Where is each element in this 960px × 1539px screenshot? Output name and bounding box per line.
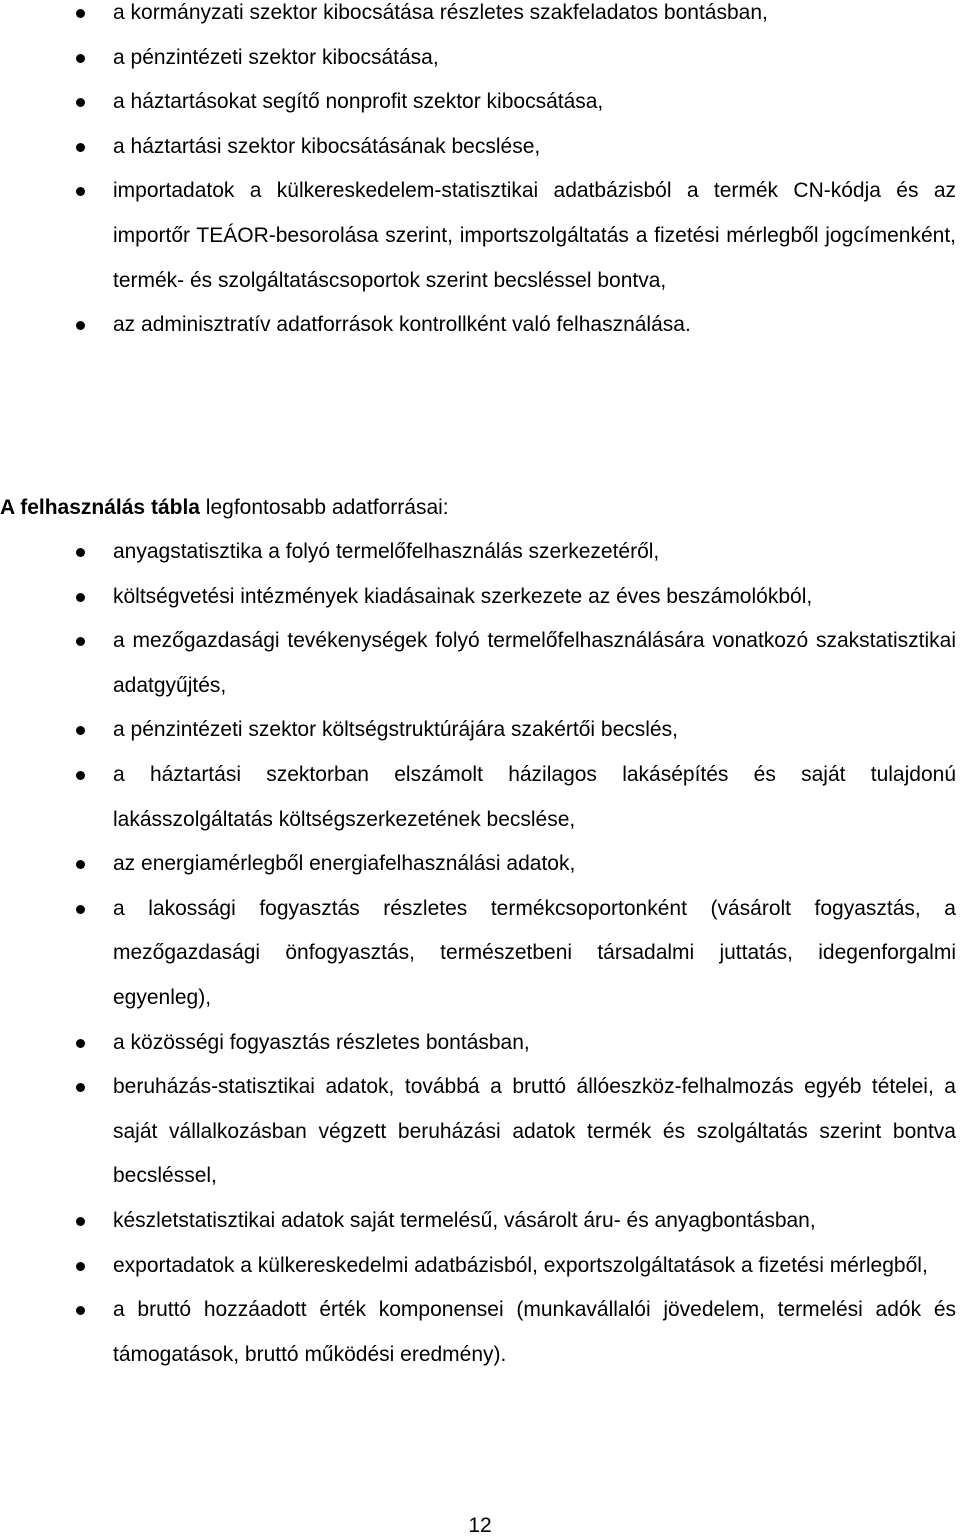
list-item	[0, 887, 960, 1021]
list-item-text: anyagstatisztika a folyó termelőfelhasználás szerkezetéről,	[113, 540, 660, 563]
bullet-list-sources-production	[0, 0, 960, 348]
list-item-text: a közösségi fogyasztás részletes bontásban,	[113, 1030, 530, 1054]
page-number: 12	[468, 1514, 492, 1537]
list-item	[0, 303, 960, 348]
list-item-text: exportadatok a külkereskedelmi adatbázisból, exportszolgáltatások a fizetési mérlegből,	[113, 1253, 928, 1277]
list-item-text: importadatok a külkereskedelem-statisztikai adatbázisból a termék CN-kódja és az importőr TEÁOR-besorolása szerint, importszolgáltatás a fizetési mérlegből jogcímenként, termék- és szolgáltatáscsoportok szerint becsléssel bontva,	[113, 179, 956, 292]
bullet-icon	[76, 905, 85, 914]
list-item	[0, 1021, 960, 1066]
list-item	[0, 125, 960, 170]
list-item-text: a lakossági fogyasztás részletes termékcsoportonként (vásárolt fogyasztás, a mezőgazdasági önfogyasztás, természetbeni társadalmi juttatás, idegenforgalmi egyenleg),	[113, 896, 956, 1009]
heading-rest-text: legfontosabb adatforrásai:	[199, 496, 449, 519]
bullet-icon	[76, 321, 85, 330]
list-item-text: a háztartási szektor kibocsátásának becslése,	[113, 134, 541, 158]
section-heading	[0, 486, 449, 531]
bullet-icon	[76, 637, 85, 646]
list-item	[0, 619, 960, 708]
list-item-text: beruházás-statisztikai adatok, továbbá a bruttó állóeszköz-felhalmozás egyéb tételei, a saját vállalkozásban végzett beruházási adatok termék és szolgáltatás szerint bontva becsléssel,	[113, 1075, 956, 1188]
bullet-icon	[76, 9, 85, 18]
bullet-icon	[76, 771, 85, 780]
bullet-icon	[76, 1306, 85, 1315]
list-item	[0, 1065, 960, 1199]
list-item	[0, 0, 960, 36]
bullet-list-sources-use-table	[0, 530, 960, 1377]
list-item-text: a mezőgazdasági tevékenységek folyó termelőfelhasználására vonatkozó szakstatisztikai adatgyűjtés,	[113, 629, 956, 697]
bullet-icon	[76, 548, 85, 557]
list-item-text: készletstatisztikai adatok saját termelésű, vásárolt áru- és anyagbontásban,	[113, 1208, 816, 1232]
bullet-icon	[76, 98, 85, 107]
list-item	[0, 36, 960, 81]
list-item	[0, 1244, 960, 1289]
list-item-text: költségvetési intézmények kiadásainak szerkezete az éves beszámolókból,	[113, 584, 813, 608]
list-item-text: a pénzintézeti szektor kibocsátása,	[113, 45, 439, 69]
list-item-text: a pénzintézeti szektor költségstruktúrájára szakértői becslés,	[113, 718, 678, 742]
list-item-text: a háztartási szektorban elszámolt házilagos lakásépítés és saját tulajdonú lakásszolgáltatás költségszerkezetének becslése,	[113, 762, 956, 831]
list-item-text: az adminisztratív adatforrások kontrollként való felhasználása.	[113, 313, 691, 337]
list-item	[0, 1288, 960, 1377]
bullet-icon	[76, 860, 85, 869]
bullet-icon	[76, 187, 85, 196]
list-item	[0, 575, 960, 620]
list-item-text: a bruttó hozzáadott érték komponensei (munkavállalói jövedelem, termelési adók és támogatások, bruttó működési eredmény).	[113, 1298, 956, 1366]
list-item	[0, 169, 960, 303]
bullet-icon	[76, 143, 85, 152]
list-item-text: az energiamérlegből energiafelhasználási adatok,	[113, 852, 576, 876]
bullet-icon	[76, 54, 85, 63]
bullet-icon	[76, 593, 85, 602]
bullet-icon	[76, 726, 85, 735]
bullet-icon	[76, 1217, 85, 1226]
bullet-icon	[76, 1083, 85, 1092]
list-item	[0, 753, 960, 842]
heading-bold-text: A felhasználás tábla	[0, 496, 200, 519]
list-item	[0, 708, 960, 753]
list-item	[0, 80, 960, 125]
bullet-icon	[76, 1039, 85, 1048]
bullet-icon	[76, 1262, 85, 1271]
list-item	[0, 530, 960, 575]
list-item-text: a háztartásokat segítő nonprofit szektor kibocsátása,	[113, 90, 604, 114]
list-item-text: a kormányzati szektor kibocsátása részletes szakfeladatos bontásban,	[113, 1, 768, 24]
list-item	[0, 1199, 960, 1244]
list-item	[0, 842, 960, 887]
